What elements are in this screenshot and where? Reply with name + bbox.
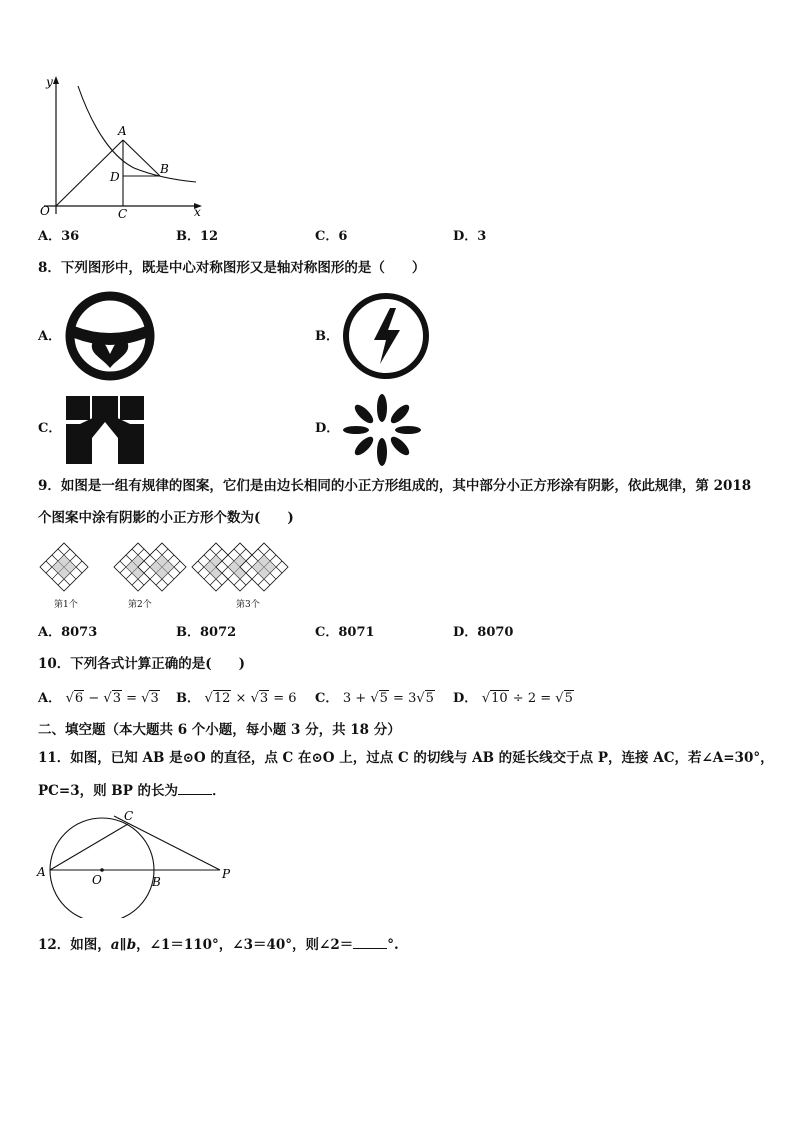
q8d-petal-2 <box>377 438 387 466</box>
q8d-petal-4 <box>395 426 421 434</box>
q8-figure-d[interactable] <box>340 392 424 468</box>
q12-stem <box>38 934 399 955</box>
q9-stem-line1: 9．如图是一组有规律的图案，它们是由边长相同的小正方形组成的，其中部分小正方形涂有阴影，依此规律，第 2018 <box>38 478 752 494</box>
q7-graph <box>34 72 210 220</box>
q10c-expression <box>343 691 435 706</box>
radicand: 5 <box>425 691 434 706</box>
q8d-petal-6 <box>388 402 412 426</box>
option-letter: A． <box>38 229 62 244</box>
q7-option-b[interactable] <box>176 228 218 246</box>
q8c-block-tl <box>66 396 90 420</box>
q8-option-a-letter[interactable]: A． <box>38 329 62 344</box>
q8-option-c-letter[interactable]: C． <box>38 421 62 436</box>
option-letter: D． <box>453 625 478 640</box>
radicand: 3 <box>259 691 269 706</box>
q11-stem-line2 <box>38 780 226 801</box>
operator: = <box>126 691 138 706</box>
q10a-expression <box>66 691 160 706</box>
q10-option-d[interactable] <box>453 690 574 708</box>
q8a-band <box>74 326 146 345</box>
q8d-petal-3 <box>343 426 369 434</box>
option-letter: A． <box>38 691 62 706</box>
q11-stem-text: PC=3，则 BP 的长为 <box>38 783 179 799</box>
q8-figure-b[interactable] <box>338 288 434 384</box>
option-value: 8071 <box>338 625 375 640</box>
sqrt-symbol: √5 <box>370 691 388 706</box>
option-value: 6 <box>338 229 348 244</box>
sqrt-symbol: √3 <box>250 691 269 706</box>
q12-stem-text: 12．如图， <box>38 937 111 953</box>
option-letter: C． <box>315 691 339 706</box>
q9-option-c[interactable] <box>315 624 375 642</box>
sqrt-symbol: √5 <box>416 691 434 706</box>
q7-label-A: A <box>118 124 127 138</box>
q7-option-a[interactable] <box>38 228 79 246</box>
radicand: 5 <box>379 691 388 706</box>
q11-stem-line1: 11．如图，已知 AB 是⊙O 的直径，点 C 在⊙O 上，过点 C 的切线与 AB 的延长线交于点 P，连接 AC，若∠A=30°， <box>38 750 774 766</box>
q8d-petal-5 <box>352 402 376 426</box>
q8-stem: 8．下列图形中，既是中心对称图形又是轴对称图形的是（ ） <box>38 260 426 276</box>
q11-label-C: C <box>124 809 134 823</box>
q9-caption-2: 第2个 <box>128 600 152 610</box>
q11-line-AC <box>50 824 128 870</box>
q10-option-a[interactable] <box>38 690 160 708</box>
q11-label-A: A <box>37 865 46 879</box>
q11-answer-blank[interactable] <box>178 780 212 795</box>
sqrt-symbol: √3 <box>141 691 159 706</box>
radicand: 3 <box>112 691 121 706</box>
q11-label-B: B <box>152 875 161 889</box>
q10b-expression <box>205 691 297 706</box>
operator: = 6 <box>273 691 297 706</box>
q8c-block-tr <box>120 396 144 420</box>
q8-option-d-letter[interactable]: D． <box>315 421 340 436</box>
q8-figure-a[interactable] <box>62 288 158 384</box>
sqrt-symbol: √3 <box>103 691 121 706</box>
q9-option-a[interactable] <box>38 624 97 642</box>
sqrt-symbol: √12 <box>204 691 231 706</box>
q7-option-c[interactable] <box>315 228 347 246</box>
q7-label-C: C <box>118 207 128 220</box>
q7-label-D: D <box>110 170 120 184</box>
option-letter: D． <box>453 691 478 706</box>
q8b-lightning-icon <box>374 308 400 364</box>
q12-stem-end: °. <box>387 937 399 953</box>
operator: 3 + <box>342 691 367 706</box>
operator: ÷ 2 = <box>512 691 552 706</box>
sqrt-symbol: √5 <box>555 691 573 706</box>
option-letter: C． <box>315 625 339 640</box>
q9-caption-1: 第1个 <box>54 600 78 610</box>
option-letter: B． <box>176 691 200 706</box>
q11-stem-end: ． <box>212 783 226 799</box>
option-value: 3 <box>477 229 487 244</box>
q11-circle-figure <box>34 806 244 918</box>
q11-line-CP <box>114 816 220 870</box>
q8d-petal-8 <box>388 434 412 458</box>
q8c-block-br <box>118 438 144 464</box>
q12-stem-text: ，∠1＝110°，∠3＝40°，则∠2＝ <box>136 937 354 953</box>
q7-label-B: B <box>160 162 169 176</box>
option-letter: B． <box>176 229 200 244</box>
radicand: 10 <box>491 691 508 706</box>
q10-stem: 10．下列各式计算正确的是( ) <box>38 656 246 672</box>
q7-label-y: y <box>46 75 53 89</box>
q12-parallel-expr: a∥b <box>110 937 137 953</box>
q9-patterns <box>38 540 308 596</box>
q9-option-d[interactable] <box>453 624 513 642</box>
radicand: 5 <box>564 691 573 706</box>
operator: × <box>235 691 247 706</box>
operator: = 3 <box>393 691 417 706</box>
q9-caption-3: 第3个 <box>236 600 260 610</box>
q8d-petal-7 <box>352 434 376 458</box>
q10-option-c[interactable] <box>315 690 435 708</box>
option-letter: C． <box>315 229 339 244</box>
q11-label-O: O <box>92 873 102 887</box>
section2-heading: 二、填空题（本大题共 6 个小题，每小题 3 分，共 18 分） <box>38 722 401 738</box>
q9-pattern-1 <box>40 543 88 591</box>
sqrt-symbol: √10 <box>481 691 508 706</box>
sqrt-symbol: √6 <box>65 691 84 706</box>
option-letter: A． <box>38 625 62 640</box>
q11-label-P: P <box>222 867 231 881</box>
operator: − <box>88 691 100 706</box>
q11-circle <box>50 818 154 918</box>
q7-option-d[interactable] <box>453 228 486 246</box>
q9-stem-line2: 个图案中涂有阴影的小正方形个数为( ) <box>38 510 294 526</box>
q7-label-O: O <box>40 204 50 218</box>
q8c-block-bl <box>66 438 92 464</box>
q7-label-x: x <box>194 205 201 219</box>
radicand: 6 <box>74 691 84 706</box>
radicand: 3 <box>150 691 159 706</box>
q10d-expression <box>482 691 574 706</box>
option-letter: B． <box>176 625 200 640</box>
option-value: 8072 <box>200 625 237 640</box>
radicand: 12 <box>213 691 231 706</box>
q8d-petal-1 <box>377 394 387 422</box>
q12-answer-blank[interactable] <box>353 934 387 949</box>
option-value: 12 <box>200 229 219 244</box>
q7-y-arrow <box>53 76 59 84</box>
q8-figure-c[interactable] <box>62 394 148 466</box>
q11-center-dot <box>100 868 104 872</box>
option-value: 8070 <box>477 625 514 640</box>
option-letter: D． <box>453 229 478 244</box>
option-value: 8073 <box>61 625 98 640</box>
q10-option-b[interactable] <box>176 690 297 708</box>
option-value: 36 <box>61 229 80 244</box>
q9-option-b[interactable] <box>176 624 236 642</box>
q8-option-b-letter[interactable]: B． <box>315 329 339 344</box>
